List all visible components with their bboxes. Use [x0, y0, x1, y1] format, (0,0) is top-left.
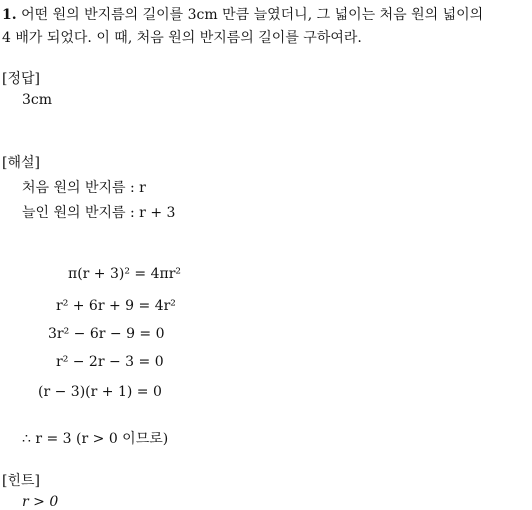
solution-header: [해설]: [2, 155, 40, 171]
problem-number: 1.: [2, 7, 17, 23]
answer-value: 3cm: [22, 92, 53, 108]
equation-2: r² + 6r + 9 = 4r²: [56, 298, 176, 314]
solution-line-2: 늘인 원의 반지름 : r + 3: [22, 205, 176, 221]
problem-text-1: 어떤 원의 반지름의 길이를 3cm 만큼 늘였더니, 그 넓이는 처음 원의 넓이의: [21, 7, 484, 23]
solution-conclusion: ∴ r = 3 (r > 0 이므로): [22, 431, 169, 447]
equation-1: π(r + 3)² = 4πr²: [68, 266, 182, 282]
equation-3: 3r² − 6r − 9 = 0: [48, 326, 165, 342]
hint-header: [힌트]: [2, 473, 40, 489]
equation-5: (r − 3)(r + 1) = 0: [38, 384, 162, 400]
problem-line-2: 4 배가 되었다. 이 때, 처음 원의 반지름의 길이를 구하여라.: [2, 30, 362, 46]
solution-line-1: 처음 원의 반지름 : r: [22, 180, 146, 196]
equation-4: r² − 2r − 3 = 0: [56, 354, 164, 370]
problem-line-1: [2, 4, 483, 24]
answer-header: [정답]: [2, 71, 40, 87]
hint-value: r > 0: [22, 494, 59, 510]
